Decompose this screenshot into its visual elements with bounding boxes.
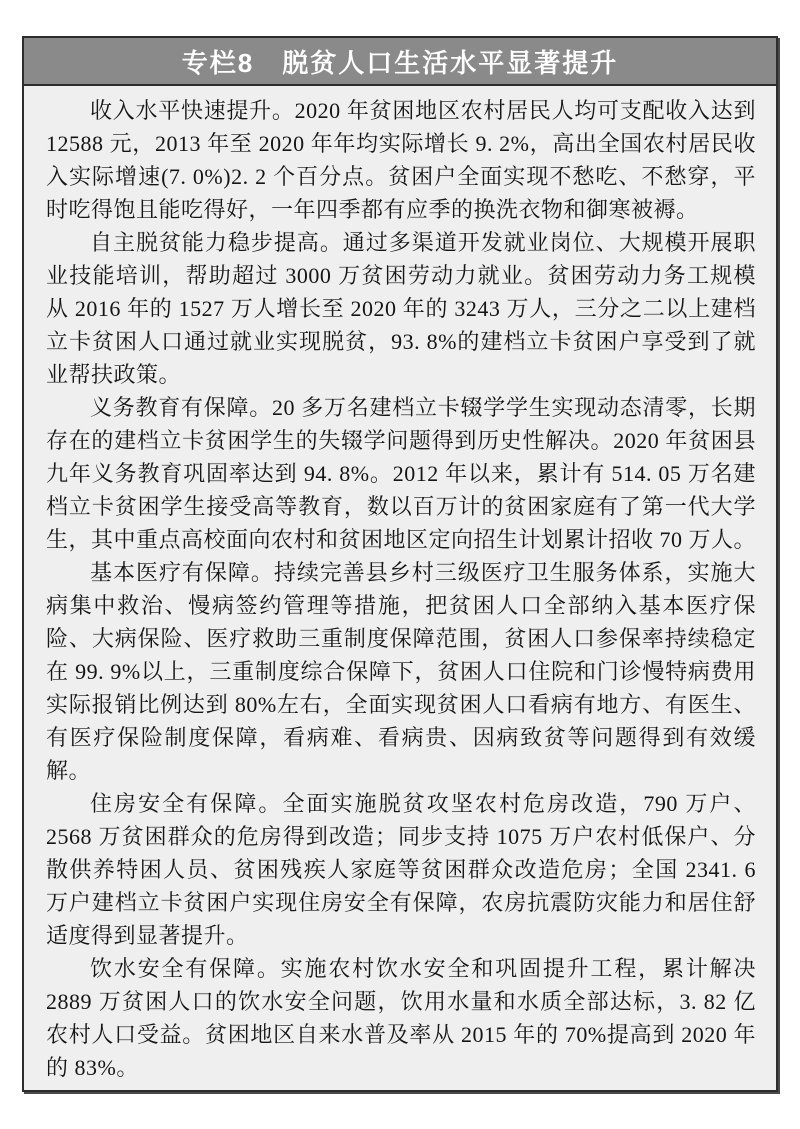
paragraph-income: 收入水平快速提升。2020 年贫困地区农村居民人均可支配收入达到 12588 元，2013 年至 2020 年年均实际增长 9. 2%，高出全国农村居民收入实际增速(7. 0%)2. 2 个百分点。贫困户全面实现不愁吃、不愁穿，平时吃得饱且能吃得好，一年四季都有应季的换洗衣物和御寒被褥。 (46, 98, 756, 222)
panel-body (24, 86, 776, 1090)
column-box-panel (22, 36, 778, 1092)
paragraph-housing: 住房安全有保障。全面实施脱贫攻坚农村危房改造，790 万户、2568 万贫困群众的危房得到改造；同步支持 1075 万户农村低保户、分散供养特困人员、贫困残疾人家庭等贫困群众改造危房；全国 2341. 6 万户建档立卡贫困户实现住房安全有保障，农房抗震防灾能力和居住舒适度得到显著提升。 (46, 791, 756, 948)
panel-header (24, 38, 776, 86)
paragraph-education: 义务教育有保障。20 多万名建档立卡辍学学生实现动态清零，长期存在的建档立卡贫困学生的失辍学问题得到历史性解决。2020 年贫困县九年义务教育巩固率达到 94. 8%。2012 年以来，累计有 514. 05 万名建档立卡贫困学生接受高等教育，数以百万计的贫困家庭有了第一代大学生，其中重点高校面向农村和贫困地区定向招生计划累计招收 70 万人。 (46, 395, 757, 552)
paragraph-water: 饮水安全有保障。实施农村饮水安全和巩固提升工程，累计解决 2889 万贫困人口的饮水安全问题，饮用水量和水质全部达标，3. 82 亿农村人口受益。贫困地区自来水普及率从 2015 年的 70%提高到 2020 年的 83%。 (46, 956, 756, 1080)
paragraph-employment: 自主脱贫能力稳步提高。通过多渠道开发就业岗位、大规模开展职业技能培训，帮助超过 3000 万贫困劳动力就业。贫困劳动力务工规模从 2016 年的 1527 万人增长至 2020 年的 3243 万人，三分之二以上建档立卡贫困人口通过就业实现脱贫，93. 8%的建档立卡贫困户享受到了就业帮扶政策。 (46, 230, 756, 387)
panel-title: 专栏8 脱贫人口生活水平显著提升 (181, 47, 619, 78)
paragraph-medical: 基本医疗有保障。持续完善县乡村三级医疗卫生服务体系，实施大病集中救治、慢病签约管理等措施，把贫困人口全部纳入基本医疗保险、大病保险、医疗救助三重制度保障范围，贫困人口参保率持续稳定在 99. 9%以上，三重制度综合保障下，贫困人口住院和门诊慢特病费用实际报销比例达到 80%左右，全面实现贫困人口看病有地方、有医生、有医疗保险制度保障，看病难、看病贵、因病致贫等问题得到有效缓解。 (46, 560, 756, 783)
